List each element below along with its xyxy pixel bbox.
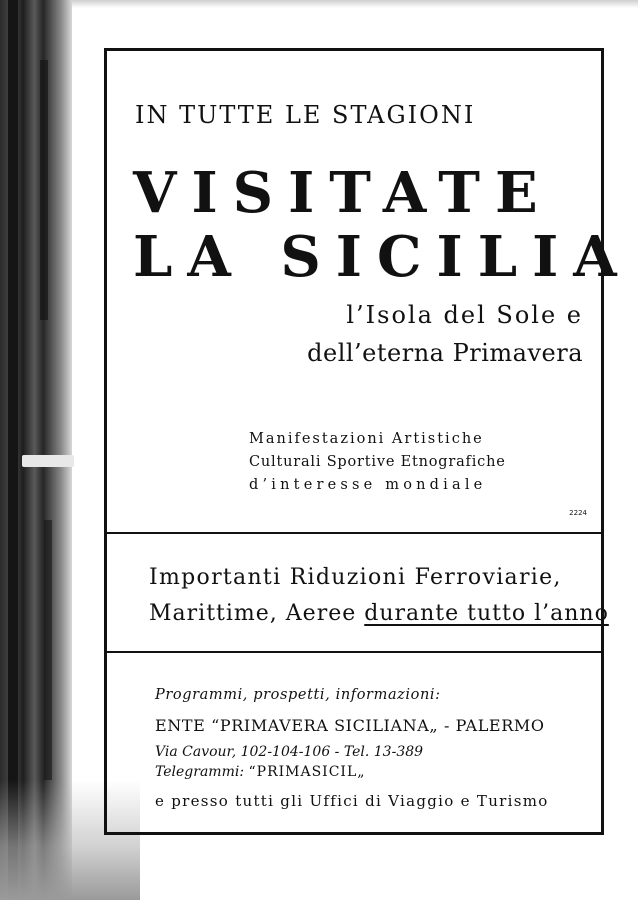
address-line: Via Cavour, 102-104-106 - Tel. 13-389 (155, 744, 424, 760)
tagline-line-1: l’Isola del Sole e (346, 301, 583, 329)
tagline-line-2: dell’eterna Primavera (307, 339, 583, 367)
telegram-label: Telegrammi: (155, 764, 249, 780)
offer-line-1: Importanti Riduzioni Ferroviarie, (149, 565, 562, 590)
binding-shadow (44, 520, 52, 780)
binding-shadow (40, 60, 48, 320)
ente-line: ENTE “PRIMAVERA SICILIANA„ - PALERMO (155, 716, 545, 735)
events-line-3: d’interesse mondiale (249, 477, 487, 493)
offer-underlined-text: durante tutto l’anno (364, 601, 609, 626)
divider-rule (107, 651, 601, 653)
binding-shadow (8, 0, 18, 900)
events-line-1: Manifestazioni Artistiche (249, 431, 484, 447)
season-subtitle: IN TUTTE LE STAGIONI (135, 101, 476, 129)
scan-edge (70, 0, 638, 8)
headline-visit: VISITATE (133, 160, 553, 226)
events-line-2: Culturali Sportive Etnografiche (249, 454, 506, 470)
print-code: 2224 (569, 509, 587, 517)
offer-line-2 (149, 601, 609, 626)
telegram-value: “PRIMASICIL„ (248, 764, 366, 780)
advertisement-frame (104, 48, 632, 835)
offices-line: e presso tutti gli Uffici di Viaggio e Turismo (155, 792, 549, 810)
headline-sicily: LA SICILIA (133, 224, 632, 290)
offer-plain-text: Marittime, Aeree (149, 601, 365, 626)
book-binding (0, 0, 72, 900)
programs-line: Programmi, prospetti, informazioni: (155, 687, 441, 703)
binding-highlight (22, 455, 74, 467)
telegram-line (155, 764, 366, 780)
divider-rule (107, 532, 601, 534)
